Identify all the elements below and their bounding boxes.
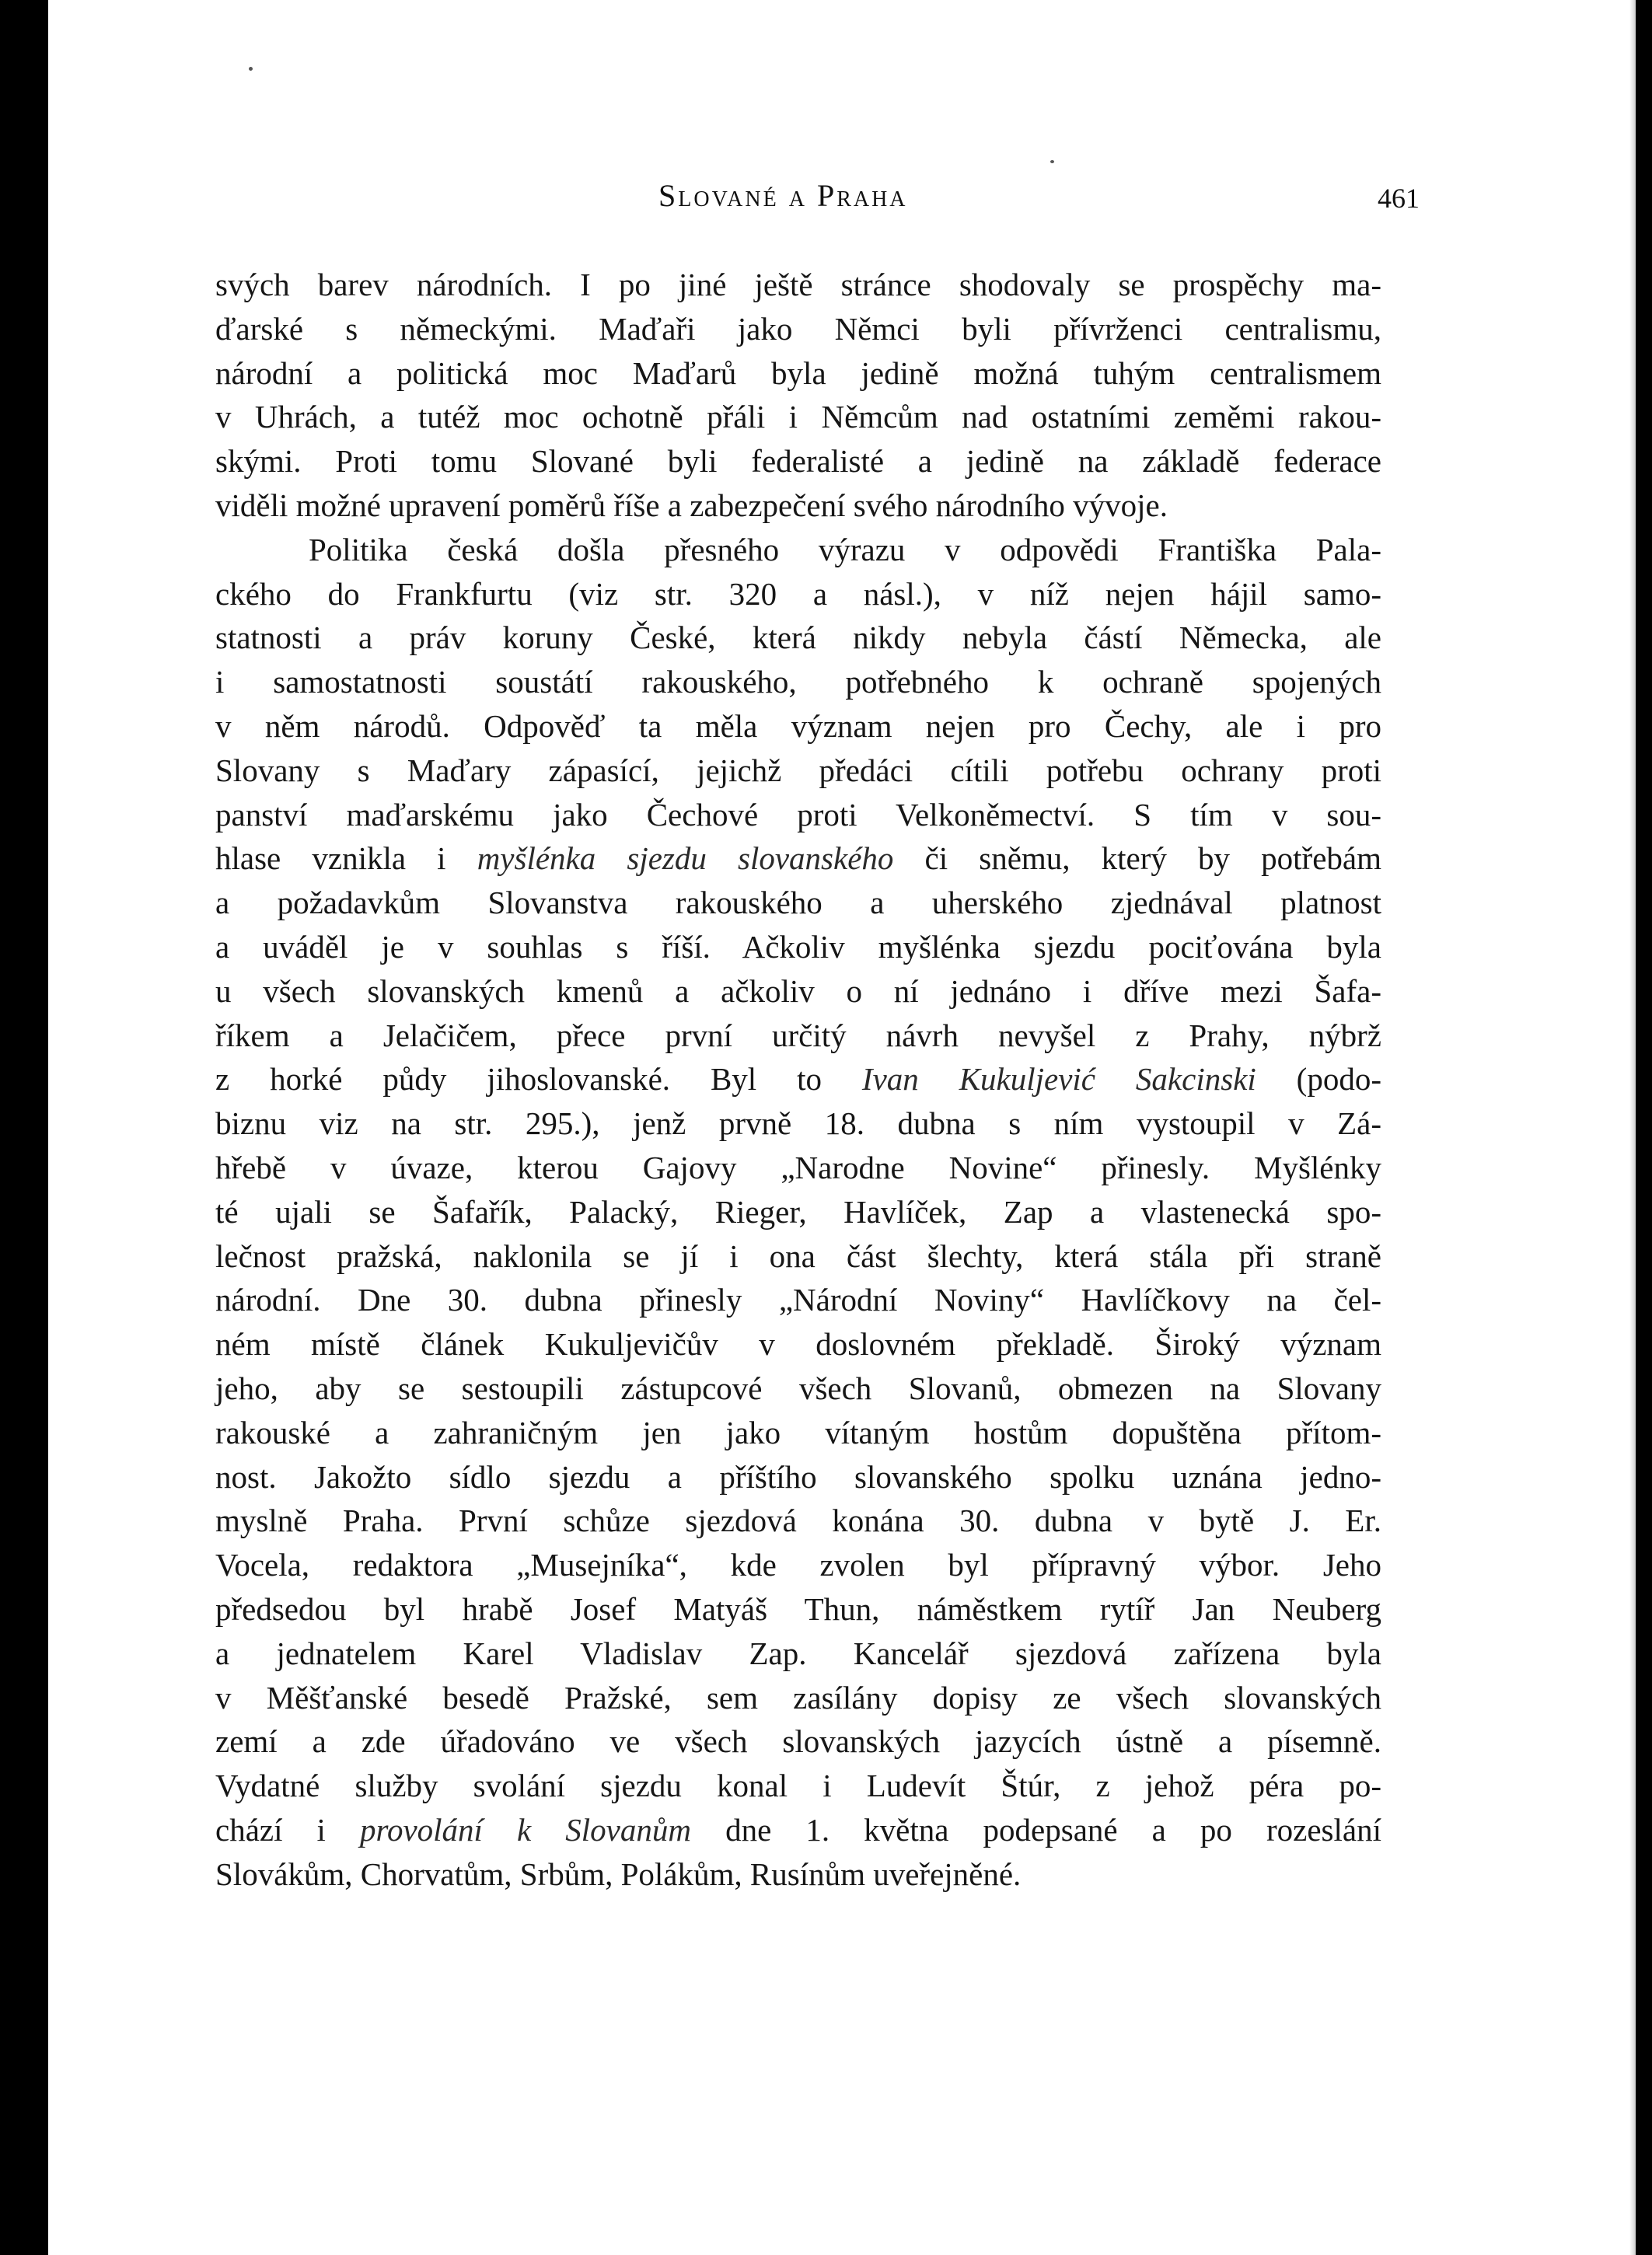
text-line: Vydatné služby svolání sjezdu konal i Ludevít Štúr, z jehož péra po- — [215, 1768, 1381, 1804]
text-line: ďarské s německými. Maďaři jako Němci byli přívrženci centralismu, — [215, 310, 1381, 347]
text-segment: z horké půdy jihoslovanské. Byl to — [215, 1061, 862, 1098]
text-line: skými. Proti tomu Slované byli federalisté a jedině na základě federace — [215, 443, 1381, 480]
text-line: ném místě článek Kukuljevičův v doslovném překladě. Široký význam — [215, 1326, 1381, 1363]
text-line: a požadavkům Slovanstva rakouského a uherského zjednával platnost — [215, 885, 1381, 921]
scan-speck — [249, 67, 253, 71]
italic-phrase: provolání k Slovanům — [360, 1811, 691, 1848]
body-text — [215, 263, 1381, 1896]
text-line: ckého do Frankfurtu (viz str. 320 a násl.), v níž nejen hájil samo- — [215, 575, 1381, 612]
text-line — [215, 1057, 1381, 1101]
text-line: i samostatnosti soustátí rakouského, potřebného k ochraně spojených — [215, 664, 1381, 700]
text-line: hřebě v úvaze, kterou Gajovy „Narodne Novine“ přinesly. Myšlénky — [215, 1149, 1381, 1185]
italic-phrase: Ivan Kukuljević Sakcinski — [861, 1061, 1256, 1098]
text-line: u všech slovanských kmenů a ačkoliv o ní jednáno i dříve mezi Šafa- — [215, 972, 1381, 1009]
text-line — [215, 1808, 1381, 1852]
text-line: národní a politická moc Maďarů byla jedině možná tuhým centralismem — [215, 354, 1381, 391]
text-line: rakouské a zahraničným jen jako vítaným hostům dopuštěna přítom- — [215, 1414, 1381, 1450]
text-line: říkem a Jelačičem, přece první určitý návrh nevyšel z Prahy, nýbrž — [215, 1017, 1381, 1053]
text-line: Politika česká došla přesného výrazu v odpovědi Františka Pala- — [309, 531, 1381, 567]
text-line: Slovany s Maďary zápasící, jejichž předáci cítili potřebu ochrany proti — [215, 752, 1381, 788]
text-line: lečnost pražská, naklonila se jí i ona část šlechty, která stála při straně — [215, 1237, 1381, 1274]
text-line: viděli možné upravení poměrů říše a zabezpečení svého národního vývoje. — [215, 487, 1168, 523]
text-line: národní. Dne 30. dubna přinesly „Národní Noviny“ Havlíčkovy na čel- — [215, 1282, 1381, 1318]
text-line: jeho, aby se sestoupili zástupcové všech Slovanů, obmezen na Slovany — [215, 1370, 1381, 1406]
running-title: Slované a Praha — [658, 178, 908, 213]
text-segment: hlase vznikla i — [215, 840, 477, 877]
text-line: biznu viz na str. 295.), jenž prvně 18. dubna s ním vystoupil v Zá- — [215, 1105, 1381, 1142]
italic-phrase: myšlénka sjezdu slovanského — [477, 840, 894, 877]
text-line: té ujali se Šafařík, Palacký, Rieger, Havlíček, Zap a vlastenecká spo- — [215, 1193, 1381, 1230]
text-line: svých barev národních. I po jiné ještě stránce shodovaly se prospěchy ma- — [215, 267, 1381, 302]
book-page — [48, 0, 1636, 2255]
text-line: v Měšťanské besedě Pražské, sem zasílány dopisy ze všech slovanských — [215, 1679, 1381, 1716]
text-line: a jednatelem Karel Vladislav Zap. Kancelář sjezdová zařízena byla — [215, 1635, 1381, 1671]
text-line: Vocela, redaktora „Musejníka“, kde zvolen byl přípravný výbor. Jeho — [215, 1547, 1381, 1583]
text-line: v Uhrách, a tutéž moc ochotně přáli i Němcům nad ostatními zeměmi rakou- — [215, 399, 1381, 435]
text-line: statnosti a práv koruny České, která nikdy nebyla částí Německa, ale — [215, 620, 1381, 656]
text-line: a uváděl je v souhlas s říší. Ačkoliv myšlénka sjezdu pociťována byla — [215, 928, 1381, 965]
page-number: 461 — [1378, 183, 1420, 214]
text-line: nost. Jakožto sídlo sjezdu a příštího slovanského spolku uznána jedno- — [215, 1458, 1381, 1495]
page-header — [48, 177, 1636, 224]
text-line: zemí a zde úřadováno ve všech slovanských jazycích ústně a písemně. — [215, 1723, 1381, 1760]
text-line: v něm národů. Odpověď ta měla význam nejen pro Čechy, ale i pro — [215, 707, 1381, 744]
text-line: předsedou byl hrabě Josef Matyáš Thun, náměstkem rytíř Jan Neuberg — [215, 1590, 1381, 1627]
text-line: Slovákům, Chorvatům, Srbům, Polákům, Rusínům uveřejněné. — [215, 1855, 1022, 1892]
text-segment: (podo- — [1256, 1061, 1381, 1098]
text-line: panství maďarskému jako Čechové proti Velkoněmectví. S tím v sou- — [215, 796, 1381, 833]
text-line: myslně Praha. První schůze sjezdová konána 30. dubna v bytě J. Er. — [215, 1503, 1381, 1539]
page-edge — [1629, 0, 1636, 2255]
text-segment: dne 1. května podepsané a po rozeslání — [691, 1811, 1381, 1848]
text-segment: chází i — [215, 1811, 361, 1848]
text-line — [215, 836, 1381, 881]
scan-speck — [1050, 160, 1054, 163]
text-segment: či sněmu, který by potřebám — [893, 840, 1381, 877]
